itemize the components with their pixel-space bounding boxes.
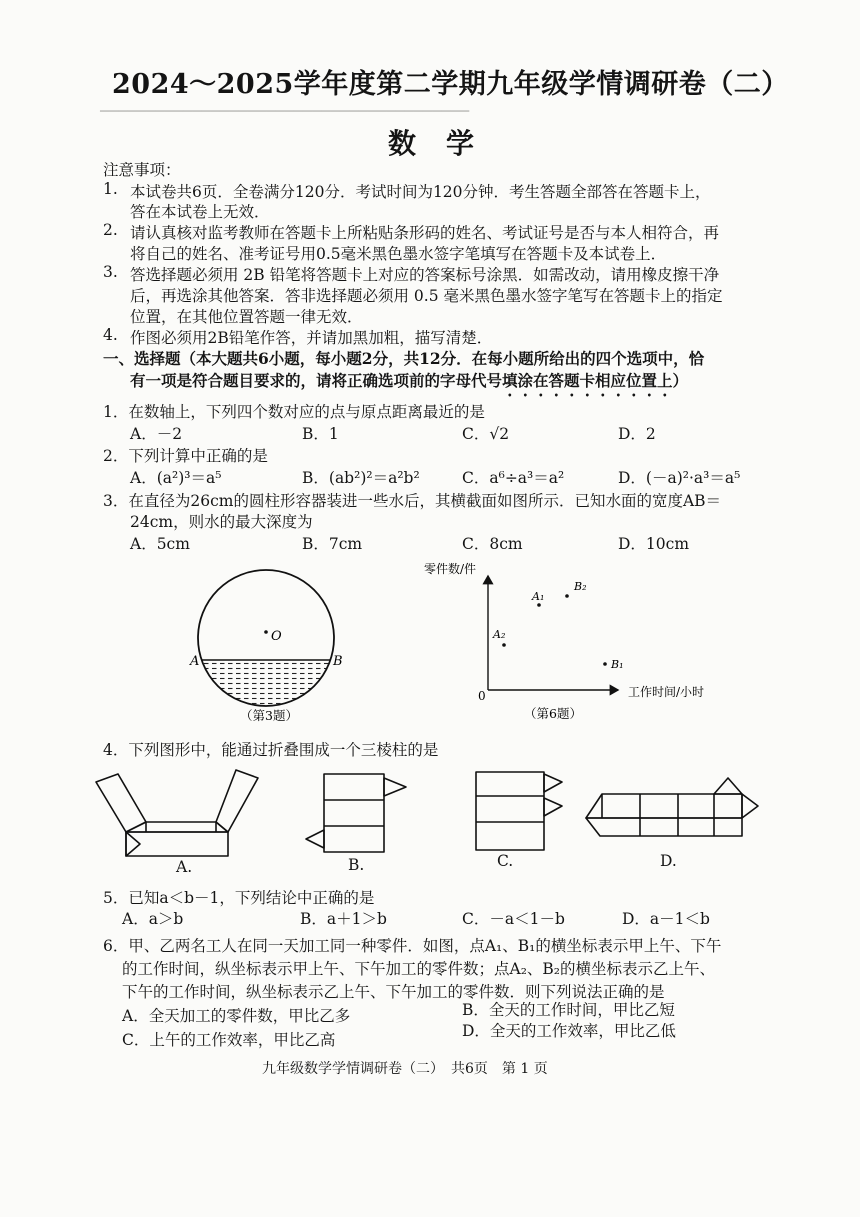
q1-option-a: A．－2	[130, 425, 183, 443]
point-a1-label: A₁	[532, 590, 545, 603]
y-axis-label: 零件数/件	[424, 562, 477, 576]
q4-label-d: D.	[660, 852, 677, 870]
page-footer: 九年级数学学情调研卷（二） 共6页 第 1 页	[262, 1061, 548, 1077]
figure-3-caption: （第3题）	[240, 708, 298, 723]
q5-option-b: B．a＋1＞b	[300, 910, 387, 928]
point-b1	[603, 662, 607, 666]
point-b1-label: B₁	[611, 658, 624, 671]
q1-option-b: B．1	[302, 425, 339, 443]
point-b-label: B	[333, 654, 343, 669]
q6-stem-line-3: 下午的工作时间，纵坐标表示乙上午、下午加工的零件数．则下列说法正确的是	[122, 983, 665, 1001]
center-label: O	[271, 629, 282, 644]
q1-stem: 1．在数轴上，下列四个数对应的点与原点距离最近的是	[103, 403, 485, 421]
q4-label-c: C.	[497, 852, 514, 870]
figure-6-caption: （第6题）	[524, 706, 582, 721]
q4-option-b-net	[302, 766, 412, 858]
q5-option-c: C．－a＜1－b	[462, 910, 565, 928]
note-4-line-1: 作图必须用2B铅笔作答，并请加黑加粗，描写清楚．	[130, 329, 493, 347]
q5-option-d: D．a－1＜b	[622, 910, 710, 928]
section1-title-line2c: ）	[672, 371, 689, 390]
q6-option-b: B．全天的工作时间，甲比乙短	[462, 1001, 675, 1019]
q3-option-a: A．5cm	[130, 535, 190, 553]
q6-stem-line-2: 的工作时间，纵坐标表示甲上午、下午加工的零件数；点A₂、B₂的横坐标表示乙上午、	[122, 960, 716, 978]
q6-option-c: C．上午的工作效率，甲比乙高	[122, 1031, 336, 1049]
center-point	[264, 630, 268, 634]
note-3-line-1: 答选择题必须用 2B 铅笔将答题卡上对应的答案标号涂黑．如需改动，请用橡皮擦干净	[130, 266, 720, 284]
q4-label-a: A.	[176, 858, 193, 876]
point-a-label: A	[190, 654, 200, 669]
notes-heading: 注意事项：	[103, 161, 181, 179]
note-4-num: 4.	[103, 326, 118, 344]
point-a2	[502, 643, 506, 647]
q3-option-c: C．8cm	[462, 535, 523, 553]
point-b2-label: B₂	[574, 580, 587, 593]
bleed-through-text: ▁▁▁▁▁▁▁▁▁▁▁▁▁▁▁▁▁▁▁▁▁▁▁▁▁▁▁▁▁▁▁▁▁▁▁▁▁▁▁▁	[100, 98, 470, 112]
section1-title: 一、选择题（本大题共6小题，每小题2分，共12分．在每小题所给出的四个选项中，恰	[103, 349, 705, 368]
q3-stem-line-2: 24cm，则水的最大深度为	[130, 513, 313, 531]
q5-option-a: A．a＞b	[122, 910, 184, 928]
point-a2-label: A₂	[493, 628, 506, 641]
subject-title: 数学	[388, 127, 505, 160]
section1-title-line2	[130, 369, 688, 400]
exam-title: 2024～2025学年度第二学期九年级学情调研卷（二）	[112, 69, 789, 100]
q2-option-d: D．(－a)²·a³＝a⁵	[618, 469, 741, 487]
q4-option-a-net	[94, 764, 272, 860]
note-1-line-2: 答在本试卷上无效．	[130, 203, 270, 221]
q4-option-c-net	[462, 766, 572, 856]
section1-title-line2a: 有一项是符合题目要求的，请将正确选项前的字母代号	[130, 371, 503, 390]
q6-option-a: A．全天加工的零件数，甲比乙多	[122, 1007, 351, 1025]
q5-stem: 5．已知a＜b－1，下列结论中正确的是	[103, 889, 375, 907]
q2-option-b: B．(ab²)²＝a²b²	[302, 469, 420, 487]
note-2-num: 2.	[103, 221, 118, 239]
q2-option-c: C．a⁶÷a³＝a²	[462, 469, 565, 487]
point-b2	[565, 594, 569, 598]
q6-option-d: D．全天的工作效率，甲比乙低	[462, 1022, 676, 1040]
q2-stem: 2．下列计算中正确的是	[103, 447, 268, 465]
q1-option-d: D．2	[618, 425, 656, 443]
note-3-num: 3.	[103, 263, 118, 281]
origin-label: 0	[478, 689, 486, 703]
note-2-line-1: 请认真核对监考教师在答题卡上所粘贴条形码的姓名、考试证号是否与本人相符合，再	[130, 224, 720, 242]
note-3-line-3: 位置，在其他位置答题一律无效．	[130, 308, 363, 326]
point-a1	[537, 603, 541, 607]
q1-option-c: C．√2	[462, 425, 510, 443]
q3-stem-line-1: 3．在直径为26cm的圆柱形容器装进一些水后，其横截面如图所示．已知水面的宽度AB＝	[103, 492, 722, 510]
figure-3-circle-diagram	[180, 566, 360, 726]
q3-option-b: B．7cm	[302, 535, 363, 553]
note-3-line-2: 后，再选涂其他答案．答非选择题必须用 0.5 毫米黑色墨水签字笔写在答题卡上的指定	[130, 287, 723, 305]
note-2-line-2: 将自己的姓名、准考证号用0.5毫米黑色墨水签字笔填写在答题卡及本试卷上．	[130, 245, 667, 263]
q4-stem: 4．下列图形中，能通过折叠围成一个三棱柱的是	[103, 741, 439, 759]
q2-option-a: A．(a²)³＝a⁵	[130, 469, 222, 487]
q3-option-d: D．10cm	[618, 535, 690, 553]
note-1-line-1: 本试卷共6页．全卷满分120分．考试时间为120分钟．考生答题全部答在答题卡上，	[130, 183, 711, 201]
figure-6-coordinate-diagram	[418, 560, 705, 728]
x-axis-label: 工作时间/小时	[628, 685, 705, 699]
q4-option-d-net	[582, 776, 762, 840]
note-1-num: 1.	[103, 180, 118, 198]
q6-stem-line-1: 6．甲、乙两名工人在同一天加工同一种零件．如图，点A₁、B₁的横坐标表示甲上午、下午	[103, 937, 722, 955]
q4-label-b: B.	[348, 856, 365, 874]
section1-title-line2b: 填涂在答题卡相应位置上	[502, 371, 673, 390]
